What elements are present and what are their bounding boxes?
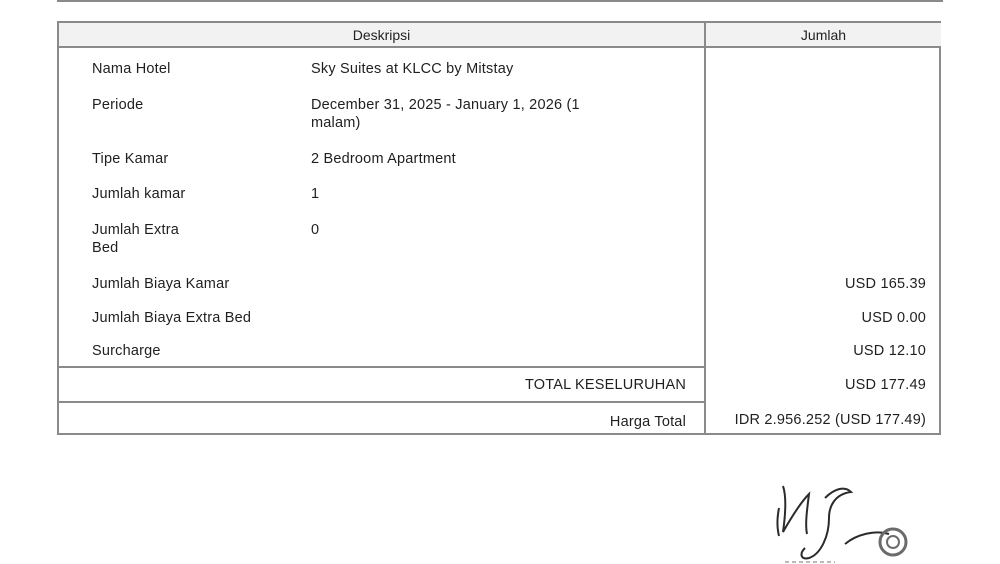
room-count-value: 1 — [311, 186, 320, 202]
grand-total-amount: USD 177.49 — [845, 377, 926, 393]
header-amount: Jumlah — [706, 23, 941, 48]
header-description: Deskripsi — [59, 23, 704, 48]
total-divider — [59, 366, 704, 368]
room-cost-label: Jumlah Biaya Kamar — [92, 276, 230, 292]
room-count-label: Jumlah kamar — [92, 186, 186, 202]
hotel-name-value: Sky Suites at KLCC by Mitstay — [311, 61, 514, 77]
room-type-label: Tipe Kamar — [92, 151, 169, 167]
signature-stamp — [765, 478, 925, 564]
top-divider — [57, 0, 943, 2]
room-type-value: 2 Bedroom Apartment — [311, 151, 456, 167]
hotel-name-label: Nama Hotel — [92, 61, 171, 77]
period-value: December 31, 2025 - January 1, 2026 (1 malam) — [311, 97, 580, 131]
period-label: Periode — [92, 97, 144, 113]
column-divider — [704, 23, 706, 433]
price-divider — [59, 401, 704, 403]
price-total-label: Harga Total — [609, 414, 686, 430]
extra-bed-cost-amount: USD 0.00 — [861, 310, 926, 326]
extra-bed-cost-label: Jumlah Biaya Extra Bed — [92, 310, 252, 326]
surcharge-amount: USD 12.10 — [853, 343, 926, 359]
invoice-table — [57, 21, 941, 435]
extra-bed-count-label: Jumlah Extra Bed — [92, 222, 180, 256]
price-total-amount: IDR 2.956.252 (USD 177.49) — [734, 412, 926, 428]
surcharge-label: Surcharge — [92, 343, 161, 359]
room-cost-amount: USD 165.39 — [845, 276, 926, 292]
extra-bed-count-value: 0 — [311, 222, 320, 238]
grand-total-label: TOTAL KESELURUHAN — [524, 377, 686, 393]
